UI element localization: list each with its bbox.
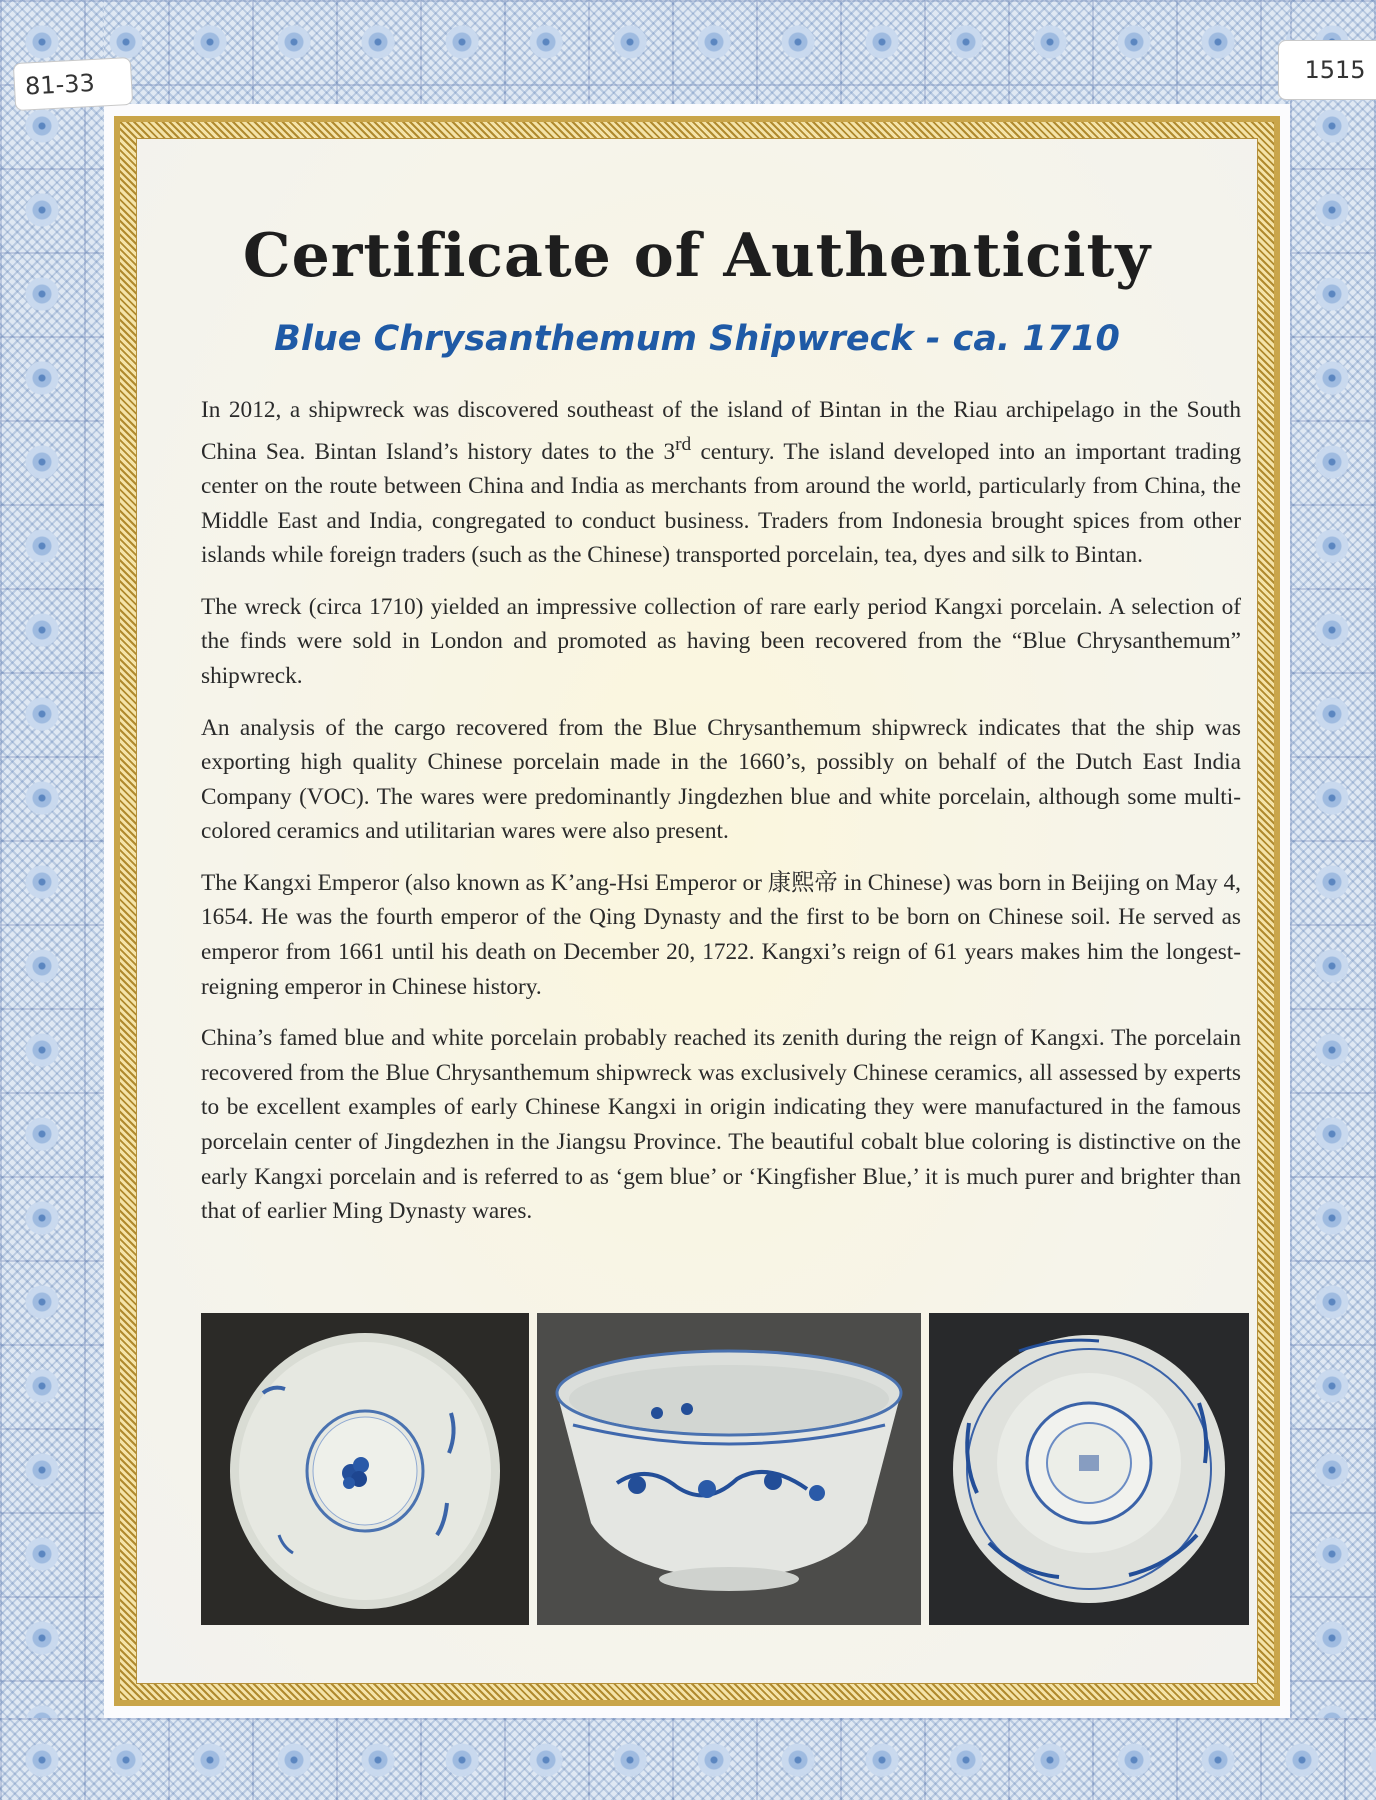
paragraph-wreck: The wreck (circa 1710) yielded an impressive collection of rare early period Kangxi porcelain. A selection of the finds were sold in London and promoted as having been recovered from the “Blue Chrysanthemum” shipwreck. <box>201 593 1241 689</box>
certificate-panel <box>136 138 1258 1684</box>
paragraph-emperor: The Kangxi Emperor (also known as K’ang-Hsi Emperor or 康熙帝 in Chinese) was born in Beijing on May 4, 1654. He was the fourth emperor of the Qing Dynasty and the first to be born on Chinese soil. He served as emperor from 1661 until his death on December 20, 1722. Kangxi’s reign of 61 years makes him the longest-reigning emperor in Chinese history. <box>201 869 1241 1000</box>
decorative-border-left <box>0 0 104 1800</box>
certificate-title: Certificate of Authenticity <box>242 221 1152 291</box>
handwritten-label-right: 1515 <box>1278 40 1376 100</box>
decorative-border-bottom <box>0 1718 1376 1800</box>
certificate-frame <box>114 116 1280 1706</box>
decorative-border-top <box>0 0 1376 104</box>
handwritten-label-left: 81-33 <box>13 57 133 111</box>
certificate-body <box>201 393 1241 1246</box>
bowl-interior-photo <box>201 1313 529 1625</box>
bowl-side-photo <box>537 1313 921 1625</box>
bowl-base-photo <box>929 1313 1249 1625</box>
paragraph-cargo: An analysis of the cargo recovered from the Blue Chrysanthemum shipwreck indicates that the ship was exporting high quality Chinese porcelain made in the 1660’s, possibly on behalf of the Dutch East India Company (VOC). The wares were predominantly Jingdezhen blue and white porcelain, although some multi-colored ceramics and utilitarian wares were also present. <box>201 714 1241 845</box>
certificate-subtitle: Blue Chrysanthemum Shipwreck - ca. 1710 <box>274 319 1120 359</box>
paragraph-porcelain: China’s famed blue and white porcelain probably reached its zenith during the reign of Kangxi. The porcelain recovered from the Blue Chrysanthemum shipwreck was exclusively Chinese ceramics, all assessed by experts to be excellent examples of early Chinese Kangxi in origin indicating they were manufactured in the famous porcelain center of Jingdezhen in the Jiangsu Province. The beautiful cobalt blue coloring is distinctive on the early Kangxi porcelain and is referred to as ‘gem blue’ or ‘Kingfisher Blue,’ it is much purer and brighter than that of earlier Ming Dynasty wares. <box>201 1025 1241 1225</box>
paragraph-history: In 2012, a shipwreck was discovered southeast of the island of Bintan in the Riau archipelago in the South China Sea. Bintan Island’s history dates to the 3rd century. The island developed into an important trading center on the route between China and India as merchants from around the world, particularly from China, the Middle East and India, congregated to conduct business. Traders from Indonesia brought spices from other islands while foreign traders (such as the Chinese) transported porcelain, tea, dyes and silk to Bintan. <box>201 397 1241 569</box>
decorative-border-right <box>1290 0 1376 1800</box>
